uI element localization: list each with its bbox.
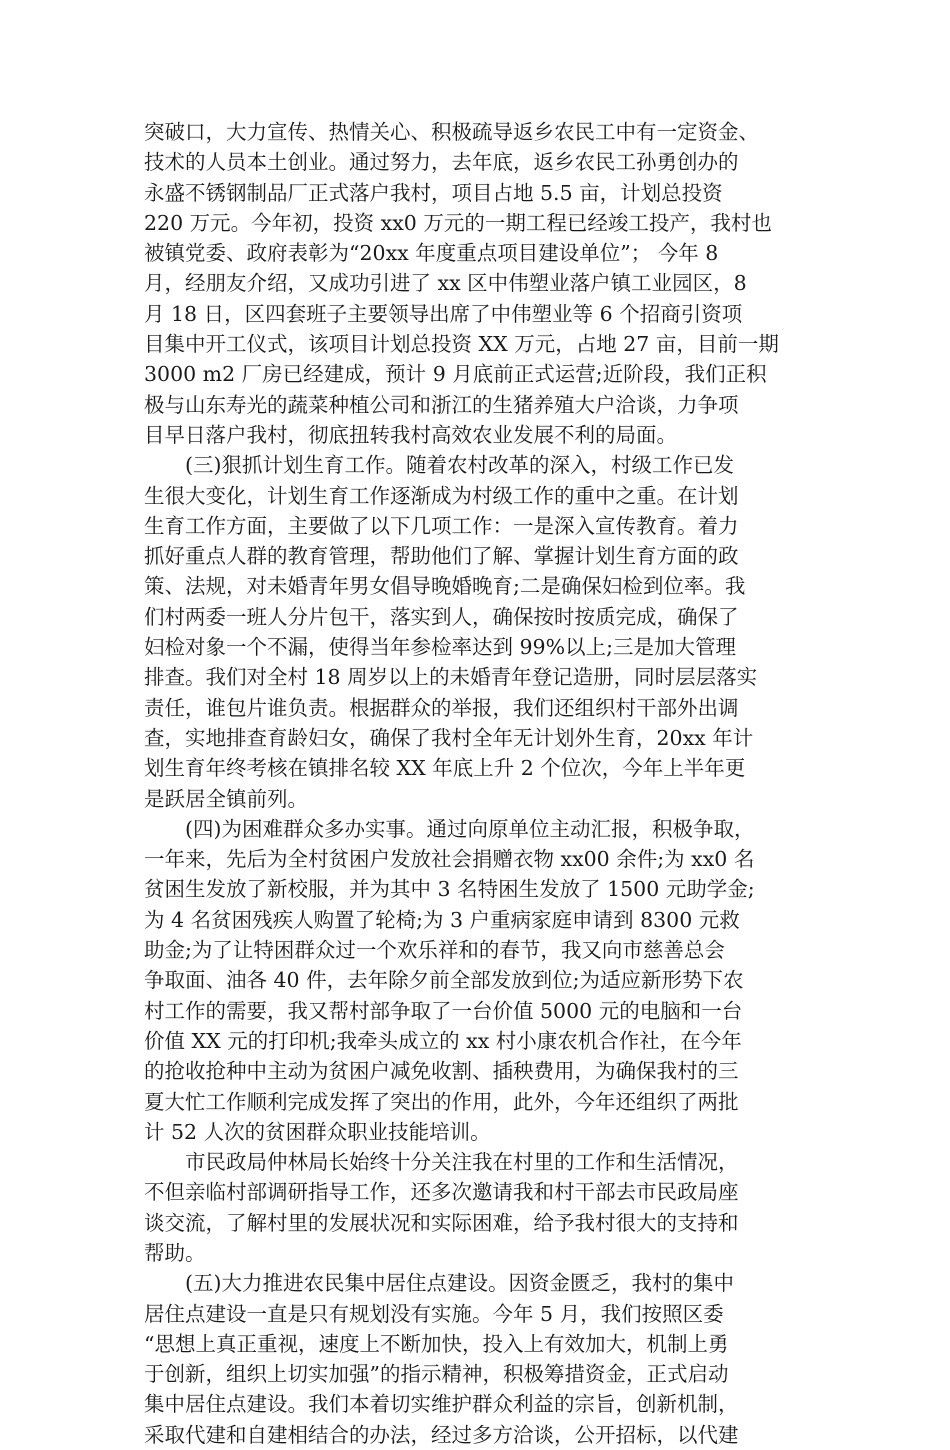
text-line: 被镇党委、政府表彰为“20xx 年度重点项目建设单位”； 今年 8 (144, 241, 719, 266)
text-line: 居住点建设一直是只有规划没有实施。今年 5 月，我们按照区委 (144, 1301, 724, 1326)
text-line: 策、法规，对未婚青年男女倡导晚婚晚育;二是确保妇检到位率。我 (144, 574, 746, 599)
text-line: 于创新，组织上切实加强”的指示精神，积极筹措资金，正式启动 (144, 1362, 729, 1387)
text-line: 查，实地排查育龄妇女，确保了我村全年无计划外生育，20xx 年计 (144, 725, 754, 750)
paragraph-project-introduction (144, 117, 796, 450)
text-line: 排查。我们对全村 18 周岁以上的未婚青年登记造册，同时层层落实 (144, 665, 758, 690)
text-line: “思想上真正重视，速度上不断加快，投入上有效加大，机制上勇 (144, 1331, 729, 1356)
text-line: 生很大变化，计划生育工作逐渐成为村级工作的重中之重。在计划 (144, 483, 739, 508)
text-line: 永盛不锈钢制品厂正式落户我村，项目占地 5.5 亩，计划总投资 (144, 180, 723, 205)
text-line: 集中居住点建设。我们本着切实维护群众利益的宗旨，创新机制， (144, 1392, 739, 1417)
text-line: 月 18 日，区四套班子主要领导出席了中伟塑业等 6 个招商引资项 (144, 301, 743, 326)
paragraph-help-needy (144, 814, 796, 1147)
text-line: 助金;为了让特困群众过一个欢乐祥和的春节，我又向市慈善总会 (144, 938, 725, 963)
text-line: 采取代建和自建相结合的办法，经过多方洽谈，公开招标，以代建 (144, 1422, 739, 1447)
text-line: 争取面、油各 40 件，去年除夕前全部发放到位;为适应新形势下农 (144, 968, 744, 993)
text-line: 划生育年终考核在镇排名较 XX 年底上升 2 个位次，今年上半年更 (144, 756, 746, 781)
text-line: 3000 m2 厂房已经建成，预计 9 月底前正式运营;近阶段，我们正积 (144, 362, 767, 387)
text-line: 妇检对象一个不漏，使得当年参检率达到 99%以上;三是加大管理 (144, 635, 736, 660)
text-line: 贫困生发放了新校服，并为其中 3 名特困生发放了 1500 元助学金; (144, 877, 755, 902)
text-line: 计 52 人次的贫困群众职业技能培训。 (144, 1119, 491, 1144)
text-line: 村工作的需要，我又帮村部争取了一台价值 5000 元的电脑和一台 (144, 998, 743, 1023)
text-line: 责任，谁包片谁负责。根据群众的举报，我们还组织村干部外出调 (144, 695, 739, 720)
text-line: 市民政局仲林局长始终十分关注我在村里的工作和生活情况， (144, 1150, 739, 1175)
text-line: (三)狠抓计划生育工作。随着农村改革的深入，村级工作已发 (144, 453, 734, 478)
text-line: (四)为困难群众多办实事。通过向原单位主动汇报，积极争取， (144, 816, 755, 841)
text-line: 的抢收抢种中主动为贫困户减免收割、插秧费用，为确保我村的三 (144, 1059, 739, 1084)
text-line: 突破口，大力宣传、热情关心、积极疏导返乡农民工中有一定资金、 (144, 120, 759, 144)
text-line: 夏大忙工作顺利完成发挥了突出的作用，此外，今年还组织了两批 (144, 1089, 739, 1114)
paragraph-civil-affairs-support (144, 1147, 796, 1268)
text-line: 价值 XX 元的打印机;我牵头成立的 xx 村小康农机合作社，在今年 (144, 1028, 742, 1053)
text-line: 谈交流，了解村里的发展状况和实际困难，给予我村很大的支持和 (144, 1210, 739, 1235)
text-line: 为 4 名贫困残疾人购置了轮椅;为 3 户重病家庭申请到 8300 元救 (144, 907, 740, 932)
text-line: 不但亲临村部调研指导工作，还多次邀请我和村干部去市民政局座 (144, 1180, 739, 1205)
text-line: (五)大力推进农民集中居住点建设。因资金匮乏，我村的集中 (144, 1271, 734, 1296)
text-line: 技术的人员本土创业。通过努力，去年底，返乡农民工孙勇创办的 (144, 150, 739, 175)
text-line: 是跃居全镇前列。 (144, 786, 308, 811)
text-line: 生育工作方面，主要做了以下几项工作：一是深入宣传教育。着力 (144, 513, 739, 538)
text-line: 帮助。 (144, 1240, 206, 1265)
text-line: 月，经朋友介绍，又成功引进了 xx 区中伟塑业落户镇工业园区，8 (144, 271, 747, 296)
text-line: 目集中开工仪式，该项目计划总投资 XX 万元，占地 27 亩，目前一期 (144, 332, 779, 357)
text-line: 目早日落户我村，彻底扭转我村高效农业发展不利的局面。 (144, 422, 677, 447)
paragraph-family-planning (144, 450, 796, 814)
text-line: 抓好重点人群的教育管理，帮助他们了解、掌握计划生育方面的政 (144, 544, 739, 569)
text-line: 一年来，先后为全村贫困户发放社会捐赠衣物 xx00 余件;为 xx0 名 (144, 847, 755, 872)
text-line: 极与山东寿光的蔬菜种植公司和浙江的生猪养殖大户洽谈，力争项 (144, 392, 739, 417)
paragraph-settlement-construction (144, 1268, 796, 1450)
text-line: 们村两委一班人分片包干，落实到人，确保按时按质完成，确保了 (144, 604, 739, 629)
document-page (144, 117, 796, 1450)
text-line: 220 万元。今年初，投资 xx0 万元的一期工程已经竣工投产，我村也 (144, 210, 772, 235)
